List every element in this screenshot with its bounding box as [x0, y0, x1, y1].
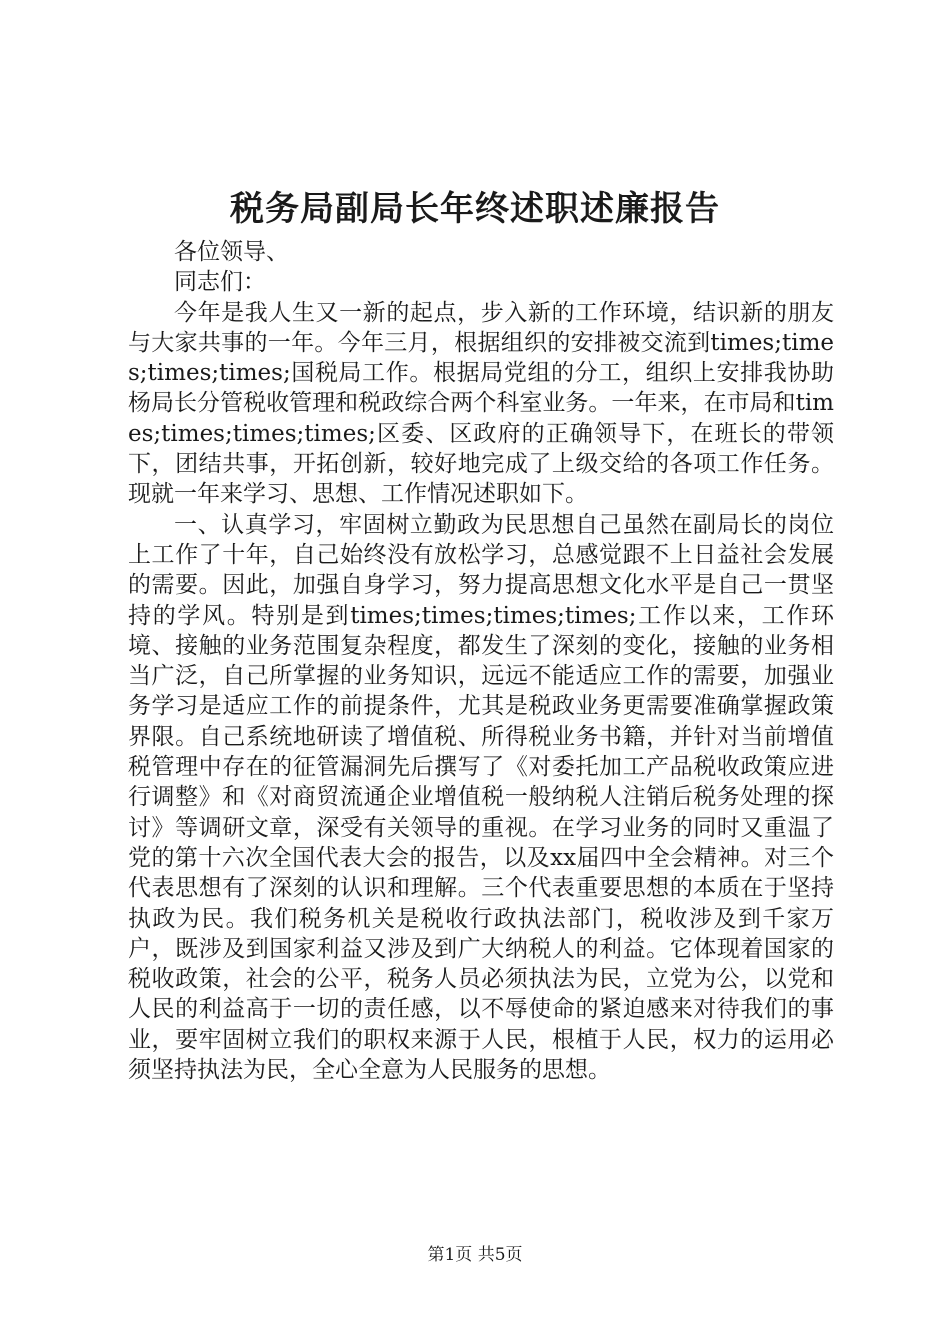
salutation-line-2: 同志们：: [174, 269, 266, 296]
salutation-line-1: 各位领导、: [174, 239, 289, 265]
body-paragraph-2: 一、认真学习，牢固树立勤政为民思想自己虽然在副局长的岗位上工作了十年，自己始终没有放松学习，总感觉跟不上日益社会发展的需要。因此，加强自身学习，努力提高思想文化水平是自己一贯坚持的学风。特别是到times;times;times;times;工作以来，工作环境、接触的业务范围复杂程度，都发生了深刻的变化，接触的业务相当广泛，自己所掌握的业务知识，远远不能适应工作的需要，加强业务学习是适应工作的前提条件，尤其是税政业务更需要准确掌握政策界限。自己系统地研读了增值税、所得税业务书籍，并针对当前增值税管理中存在的征管漏洞先后撰写了《对委托加工产品税收政策应进行调整》和《对商贸流通企业增值税一般纳税人注销后税务处理的探讨》等调研文章，深受有关领导的重视。在学习业务的同时又重温了党的第十六次全国代表大会的报告，以及xx届四中全会精神。对三个代表思想有了深刻的认识和理解。三个代表重要思想的本质在于坚持执政为民。我们税务机关是税收行政执法部门，税收涉及到千家万户，既涉及到国家利益又涉及到广大纳税人的利益。它体现着国家的税收政策，社会的公平，税务人员必须执法为民，立党为公，以党和人民的利益高于一切的责任感，以不辱使命的紧迫感来对待我们的事业，要牢固树立我们的职权来源于人民，根植于人民，权力的运用必须坚持执法为民，全心全意为人民服务的思想。: [128, 511, 834, 1084]
page-indicator: 第1页 共5页: [427, 1245, 523, 1265]
document-body: [128, 237, 834, 1085]
document-title: 税务局副局长年终述职述廉报告: [230, 189, 720, 229]
body-paragraph-1: 今年是我人生又一新的起点，步入新的工作环境，结识新的朋友与大家共事的一年。今年三月，根据组织的安排被交流到times;times;times;times;国税局工作。根据局党组的分工，组织上安排我协助杨局长分管税收管理和税政综合两个科室业务。一年来，在市局和times;times;times;times;区委、区政府的正确领导下，在班长的带领下，团结共事，开拓创新，较好地完成了上级交给的各项工作任务。现就一年来学习、思想、工作情况述职如下。: [128, 299, 834, 508]
page-footer: [0, 1243, 950, 1267]
